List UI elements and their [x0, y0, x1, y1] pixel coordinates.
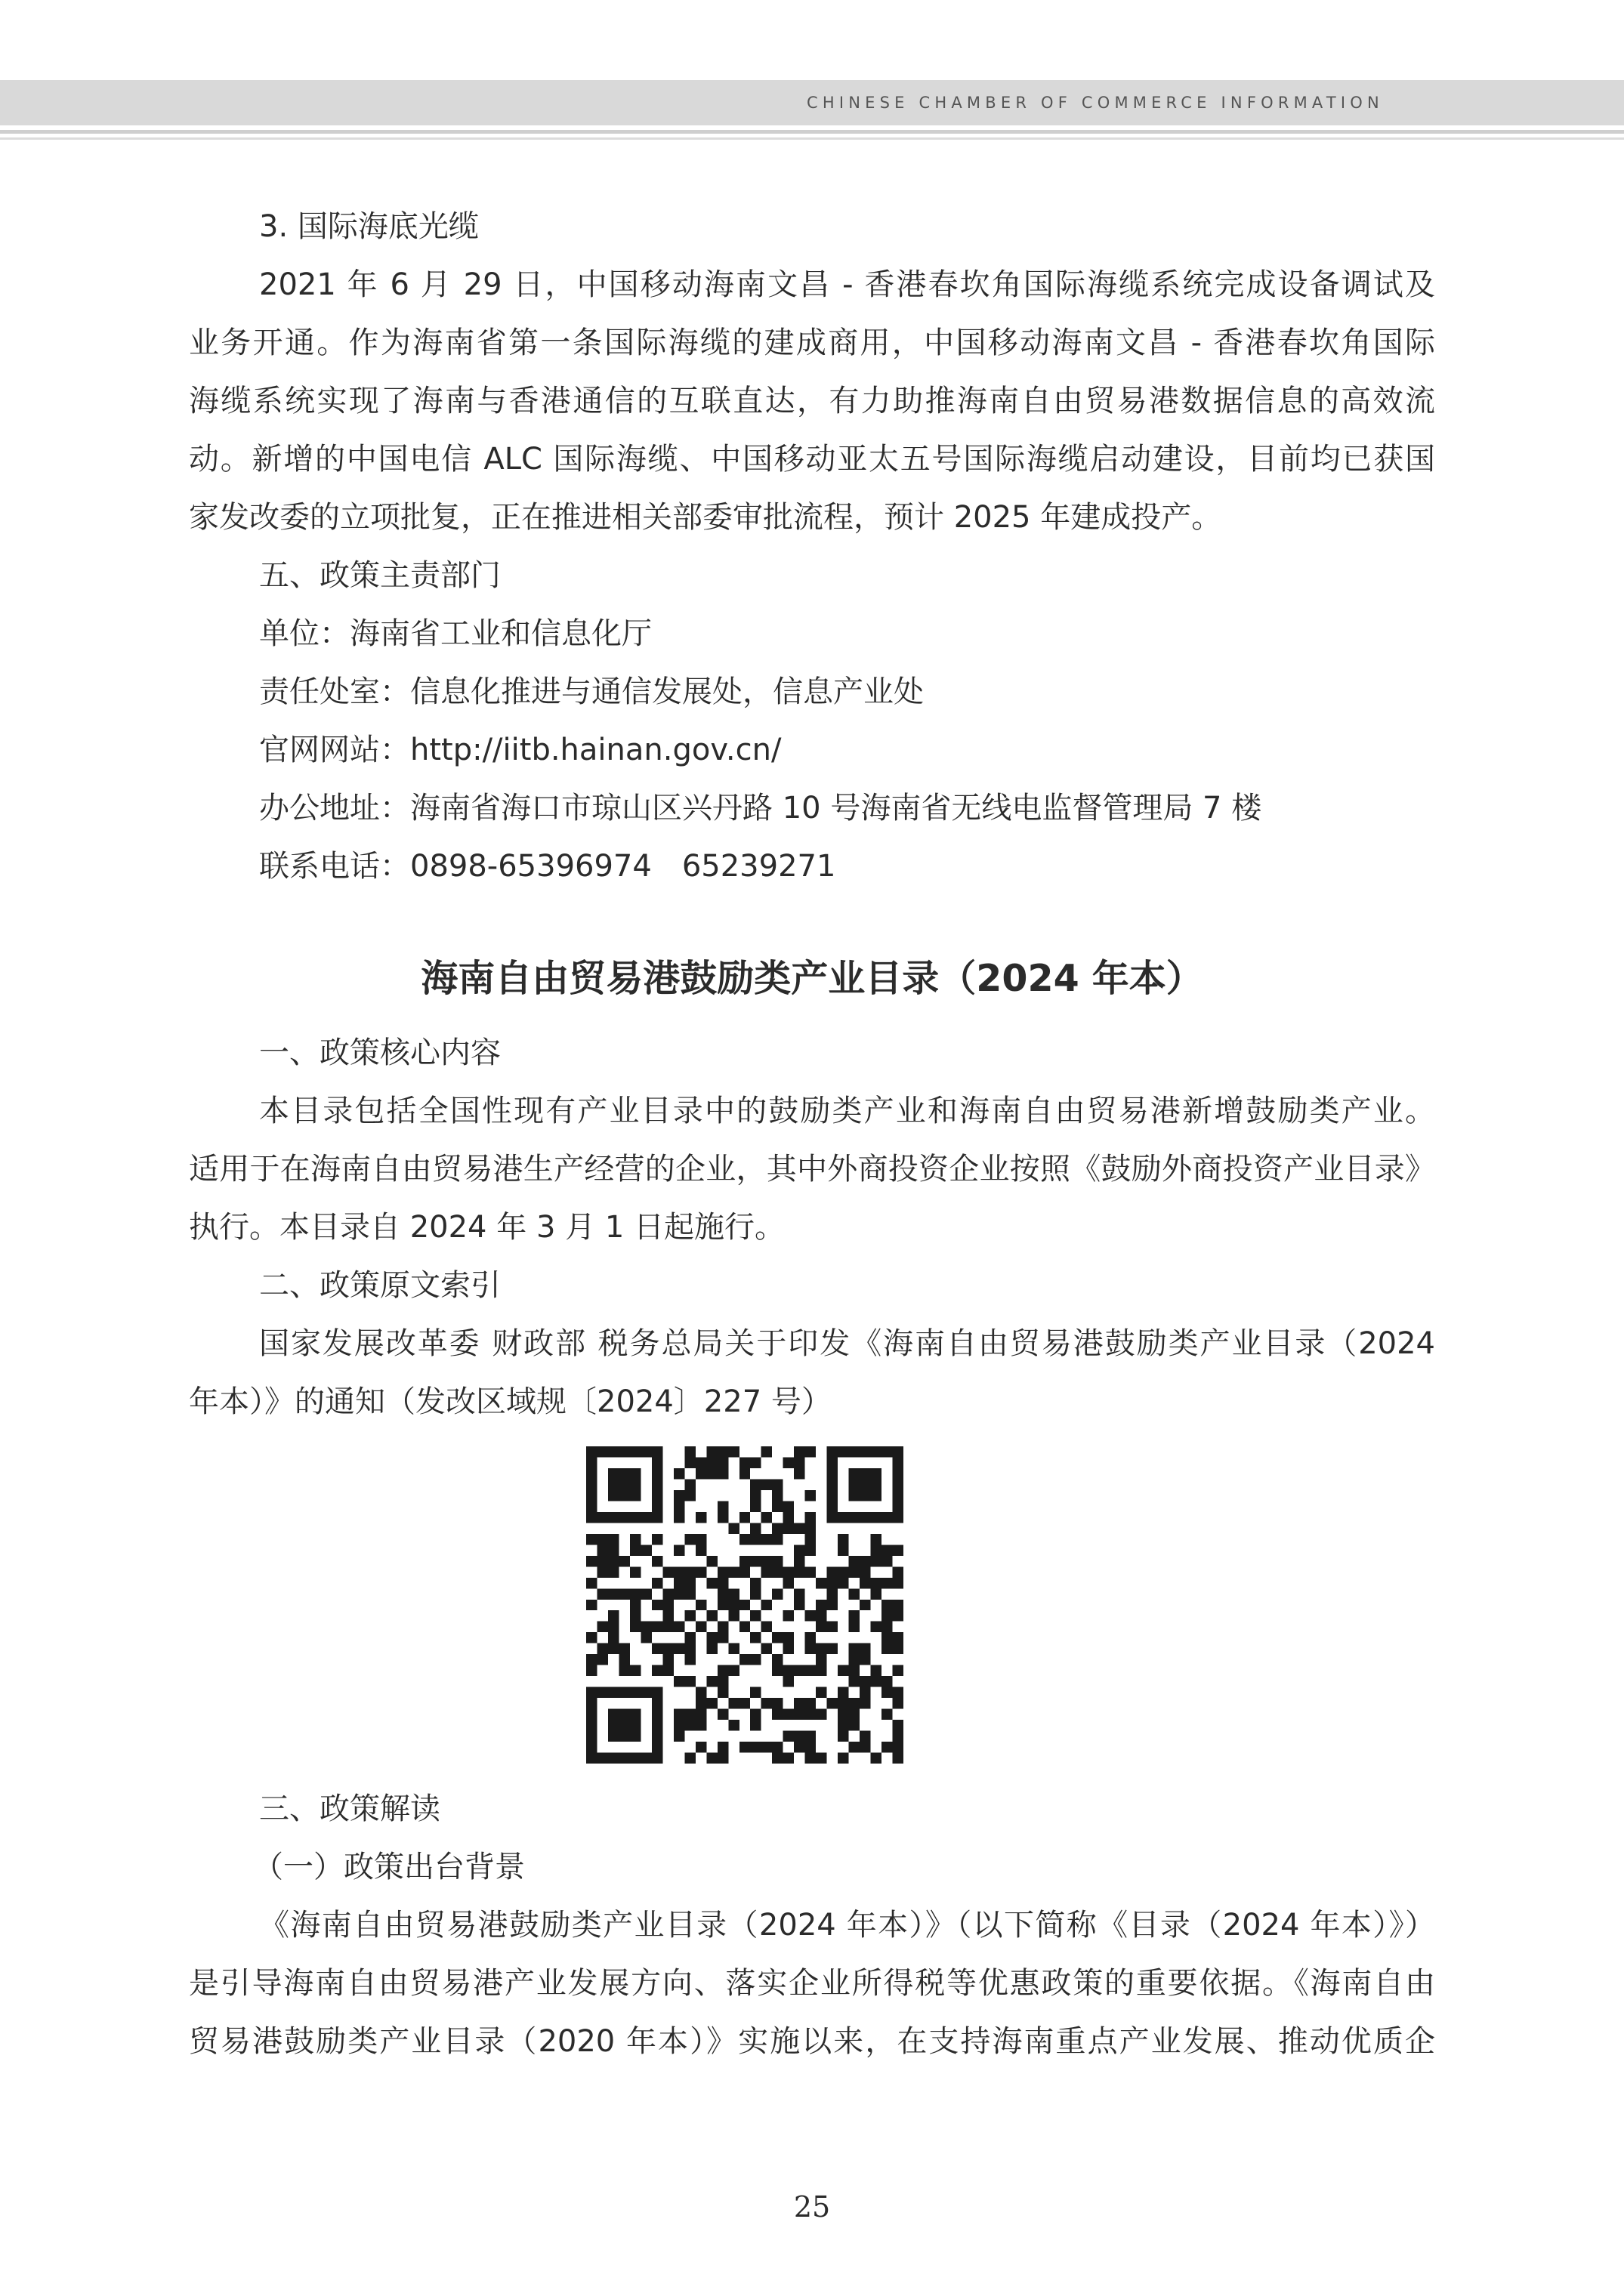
section-heading: 一、政策核心内容 [259, 1035, 501, 1070]
section-heading: 三、政策解读 [259, 1792, 440, 1826]
qr-code-icon[interactable] [586, 1446, 903, 1764]
paragraph-line: 是引导海南自由贸易港产业发展方向、落实企业所得税等优惠政策的重要依据。《海南自由 [189, 1966, 1435, 2001]
paragraph-line: 海缆系统实现了海南与香港通信的互联直达，有力助推海南自由贸易港数据信息的高效流 [189, 384, 1435, 418]
section-interpretation [189, 1780, 1435, 2071]
paragraph-line: 贸易港鼓励类产业目录（2020 年本）》实施以来，在支持海南重点产业发展、推动优质企 [189, 2024, 1435, 2059]
dept-unit: 单位：海南省工业和信息化厅 [259, 616, 652, 651]
section-heading: 二、政策原文索引 [259, 1268, 501, 1303]
dept-office: 责任处室：信息化推进与通信发展处，信息产业处 [259, 674, 924, 709]
section-heading: 3. 国际海底光缆 [259, 209, 479, 244]
qr-code-container [189, 1446, 1435, 1773]
paragraph-line: 业务开通。作为海南省第一条国际海缆的建成商用，中国移动海南文昌 - 香港春坎角国际 [189, 326, 1435, 360]
paragraph-line: 本目录包括全国性现有产业目录中的鼓励类产业和海南自由贸易港新增鼓励类产业。 [259, 1094, 1435, 1128]
subsection-heading: （一）政策出台背景 [253, 1850, 525, 1884]
paragraph-line: 国家发展改革委 财政部 税务总局关于印发《海南自由贸易港鼓励类产业目录（2024 [259, 1326, 1435, 1361]
dept-website[interactable]: 官网网站：http://iitb.hainan.gov.cn/ [259, 733, 782, 767]
running-header: CHINESE CHAMBER OF COMMERCE INFORMATION [807, 94, 1384, 112]
section-source-index [189, 1257, 1435, 1431]
article-title: 海南自由贸易港鼓励类产业目录（2024 年本） [421, 957, 1203, 1000]
paragraph-line: 动。新增的中国电信 ALC 国际海缆、中国移动亚太五号国际海缆启动建设，目前均已获国 [189, 442, 1435, 477]
paragraph-line: 适用于在海南自由贸易港生产经营的企业，其中外商投资企业按照《鼓励外商投资产业目录》 [189, 1152, 1435, 1187]
dept-address: 办公地址：海南省海口市琼山区兴丹路 10 号海南省无线电监督管理局 7 楼 [259, 791, 1262, 826]
paragraph-line: 《海南自由贸易港鼓励类产业目录（2024 年本）》（以下简称《目录（2024 年本）》） [259, 1908, 1435, 1943]
header-divider [0, 130, 1624, 134]
section-core-content [189, 1024, 1435, 1257]
paragraph-line: 执行。本目录自 2024 年 3 月 1 日起施行。 [189, 1210, 785, 1245]
paragraph-line: 年本）》的通知（发改区域规〔2024〕227 号） [189, 1384, 832, 1419]
paragraph-line: 家发改委的立项批复，正在推进相关部委审批流程，预计 2025 年建成投产。 [189, 500, 1222, 535]
section-responsible-department [189, 547, 1435, 896]
section-submarine-cable [189, 198, 1435, 547]
page-number: 25 [793, 2190, 831, 2224]
dept-phone: 联系电话：0898-65396974 65239271 [259, 849, 836, 884]
section-heading: 五、政策主责部门 [259, 558, 501, 593]
paragraph-line: 2021 年 6 月 29 日，中国移动海南文昌 - 香港春坎角国际海缆系统完成设备调试及 [259, 267, 1435, 302]
header-divider-thin [0, 137, 1624, 140]
page-content [189, 198, 1435, 2071]
